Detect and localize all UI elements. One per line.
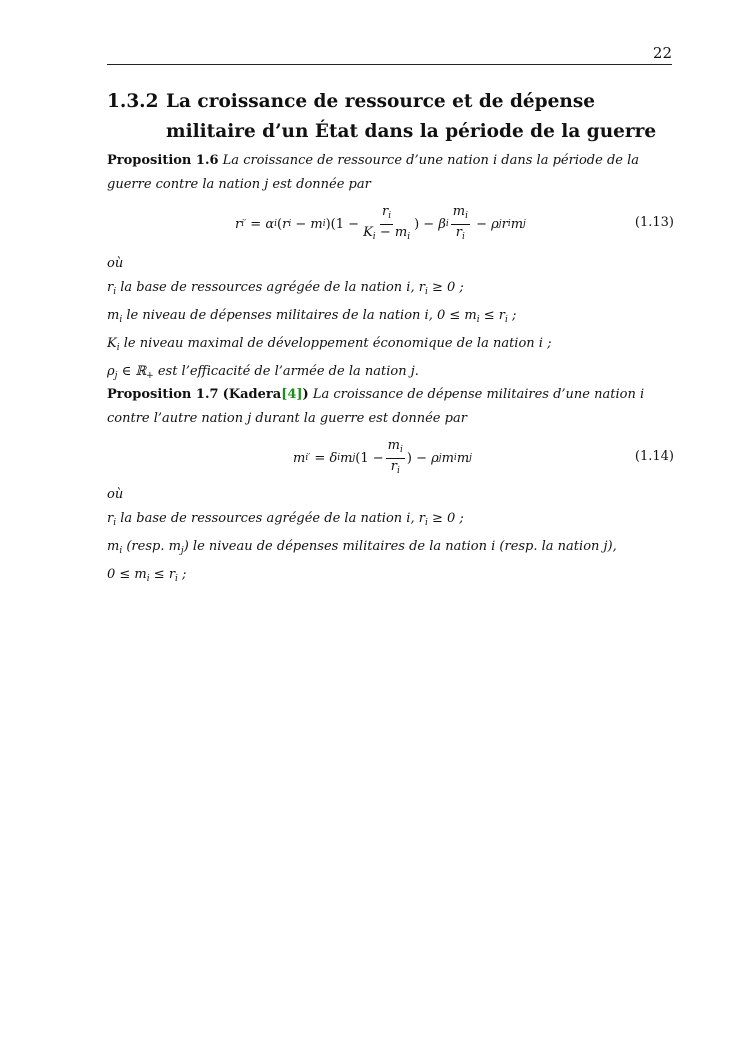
where-label: où — [107, 256, 124, 271]
citation-link[interactable]: [4] — [281, 387, 303, 402]
formula-1-13: r i ′ = α i ( r i − m i )(1 − $\frac{r_i}{K_i - m_i}$ ) − β i $\frac{m_i}{r_i}$ − ρ j r i m j — [235, 203, 526, 242]
section-number: 1.3.2 — [107, 91, 159, 112]
proposition-author: (Kadera — [222, 387, 282, 402]
proposition-text: La croissance de dépense militaires d’une nation i contre l’autre nation j durant la guerre est donnée par — [107, 387, 645, 426]
definitions-1-7 — [107, 483, 674, 591]
header-rule — [107, 64, 672, 65]
proposition-author-close: ) — [302, 387, 309, 402]
definition-line: $m_i$ (resp. $m_j$) le niveau de dépenses militaires de la nation i (resp. la nation j), — [107, 539, 617, 556]
definition-line: $0 \le m_i \le r_i$ ; — [107, 567, 187, 584]
definition-line: $K_i$ le niveau maximal de développement économique de la nation i ; — [107, 336, 552, 353]
definitions-1-6 — [107, 252, 674, 388]
proposition-text: La croissance de ressource d’une nation i dans la période de la guerre contre la nation j est donnée par — [107, 153, 640, 192]
proposition-label: Proposition 1.6 — [107, 153, 219, 168]
equation-1-14 — [107, 438, 674, 478]
proposition-1-7 — [107, 383, 674, 431]
proposition-label: Proposition 1.7 — [107, 387, 219, 402]
definition-line: $\rho_j$ ∈ ℝ$_+$ est l’efficacité de l’armée de la nation j. — [107, 364, 419, 381]
formula-1-14: m i ′ = δ i m j (1 − $\frac{m_i}{r_i}$ ) − ρ j m i m j — [293, 437, 472, 476]
equation-number: (1.14) — [634, 449, 674, 464]
section-title: La croissance de ressource et de dépense militaire d’un État dans la période de la guerre — [166, 91, 657, 142]
proposition-1-6 — [107, 149, 674, 197]
where-label: où — [107, 487, 124, 502]
definition-line: $m_i$ le niveau de dépenses militaires de la nation i, $0 \le m_i \le r_i$ ; — [107, 308, 517, 325]
section-heading — [107, 87, 677, 147]
definition-line: $r_i$ la base de ressources agrégée de la nation i, $r_i \ge 0$ ; — [107, 280, 464, 297]
equation-number: (1.13) — [634, 215, 674, 230]
equation-1-13 — [107, 204, 674, 244]
page-number: 22 — [652, 44, 672, 62]
definition-line: $r_i$ la base de ressources agrégée de la nation i, $r_i \ge 0$ ; — [107, 511, 464, 528]
